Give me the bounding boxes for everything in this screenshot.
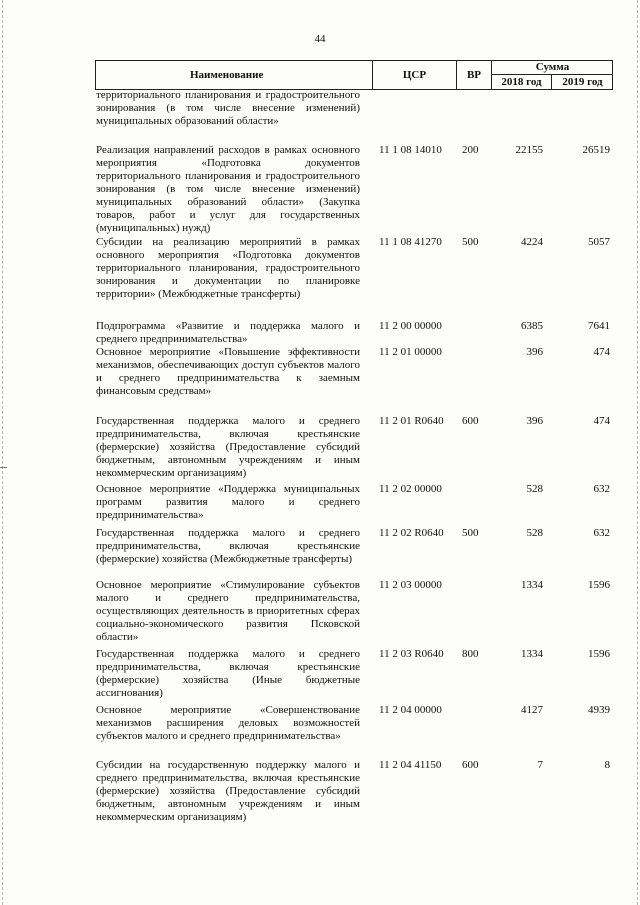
row-csr: 11 2 02 R0640 [379, 527, 444, 539]
row-csr: 11 2 04 00000 [379, 704, 442, 716]
header-sum: Сумма [535, 61, 570, 73]
row-sum-2019: 632 [593, 483, 610, 495]
row-sum-2018: 7 [537, 759, 543, 771]
row-name: Реализация направлений расходов в рамках основного мероприятия «Подготовка документов территориального планирования и градостроительного зонирования (в том числе внесение изменений) муниципальных образований области» (Закупка товаров, работ и услуг для государственных (муниципальных) нужд) [96, 144, 360, 234]
row-name: Государственная поддержка малого и среднего предпринимательства, включая крестьянские (фермерские) хозяйства (Межбюджетные трансферты) [96, 527, 360, 565]
row-vr: 200 [462, 144, 479, 156]
row-name: Государственная поддержка малого и среднего предпринимательства, включая крестьянские (фермерские) хозяйства (Иные бюджетные ассигнования) [96, 648, 360, 699]
row-csr: 11 2 01 00000 [379, 346, 442, 358]
row-sum-2018: 22155 [515, 144, 543, 156]
row-sum-2019: 5057 [588, 236, 610, 248]
row-sum-2019: 1596 [588, 579, 610, 591]
row-csr: 11 1 08 14010 [379, 144, 442, 156]
row-sum-2019: 474 [593, 415, 610, 427]
row-name: Субсидии на государственную поддержку малого и среднего предпринимательства, включая крестьянские (фермерские) хозяйства (Предоставление субсидий бюджетным, автономным учреждениям и иным некоммерческим организациям) [96, 759, 360, 823]
row-vr: 500 [462, 527, 479, 539]
scan-edge [2, 0, 3, 905]
row-sum-2018: 528 [526, 483, 543, 495]
row-sum-2018: 4224 [521, 236, 543, 248]
row-sum-2019: 26519 [582, 144, 610, 156]
row-sum-2018: 1334 [521, 648, 543, 660]
row-name: Подпрограмма «Развитие и поддержка малого и среднего предпринимательства» [96, 320, 360, 345]
page-number: 44 [314, 33, 326, 45]
row-vr: 800 [462, 648, 479, 660]
row-name: Государственная поддержка малого и среднего предпринимательства, включая крестьянские (фермерские) хозяйства (Предоставление субсидий бюджетным, автономным учреждениям и иным некоммерческим организациям) [96, 415, 360, 479]
row-sum-2019: 8 [604, 759, 610, 771]
row-csr: 11 2 01 R0640 [379, 415, 444, 427]
header-2018: 2018 год [501, 76, 542, 88]
row-sum-2019: 474 [593, 346, 610, 358]
row-sum-2019: 1596 [588, 648, 610, 660]
row-sum-2018: 6385 [521, 320, 543, 332]
row-name: Основное мероприятие «Повышение эффективности механизмов, обеспечивающих доступ субъектов малого и среднего предпринимательства к заемным финансовым средствам» [96, 346, 360, 397]
row-sum-2018: 1334 [521, 579, 543, 591]
row-csr: 11 1 08 41270 [379, 236, 442, 248]
header-2019: 2019 год [562, 76, 603, 88]
scan-edge [637, 0, 638, 905]
row-name: Субсидии на реализацию мероприятий в рамках основного мероприятия «Подготовка документов территориального планирования, градостроительного зонирования и документации по планировке территории» (Межбюджетные трансферты) [96, 236, 360, 300]
row-vr: 500 [462, 236, 479, 248]
row-name: Основное мероприятие «Стимулирование субъектов малого и среднего предпринимательства, осуществляющих деятельность в приоритетных сферах социально-экономического развития Псковской области» [96, 579, 360, 643]
row-csr: 11 2 03 00000 [379, 579, 442, 591]
row-vr: 600 [462, 759, 479, 771]
row-sum-2019: 4939 [588, 704, 610, 716]
row-csr: 11 2 00 00000 [379, 320, 442, 332]
header-vr: ВР [466, 69, 482, 81]
header-csr: ЦСР [402, 69, 427, 81]
row-sum-2018: 4127 [521, 704, 543, 716]
row-name: территориального планирования и градостроительного зонирования (в том числе внесение изменений) муниципальных образований области» [96, 89, 360, 127]
row-sum-2018: 528 [526, 527, 543, 539]
scan-mark [0, 467, 7, 468]
row-csr: 11 2 02 00000 [379, 483, 442, 495]
row-csr: 11 2 04 41150 [379, 759, 442, 771]
row-sum-2019: 632 [593, 527, 610, 539]
row-sum-2019: 7641 [588, 320, 610, 332]
row-name: Основное мероприятие «Поддержка муниципальных программ развития малого и среднего предпринимательства» [96, 483, 360, 521]
row-name: Основное мероприятие «Совершенствование механизмов расширения деловых возможностей субъектов малого и среднего предпринимательства» [96, 704, 360, 742]
row-vr: 600 [462, 415, 479, 427]
row-sum-2018: 396 [526, 415, 543, 427]
row-csr: 11 2 03 R0640 [379, 648, 444, 660]
header-name: Наименование [190, 69, 264, 81]
row-sum-2018: 396 [526, 346, 543, 358]
header-divider [491, 74, 613, 75]
